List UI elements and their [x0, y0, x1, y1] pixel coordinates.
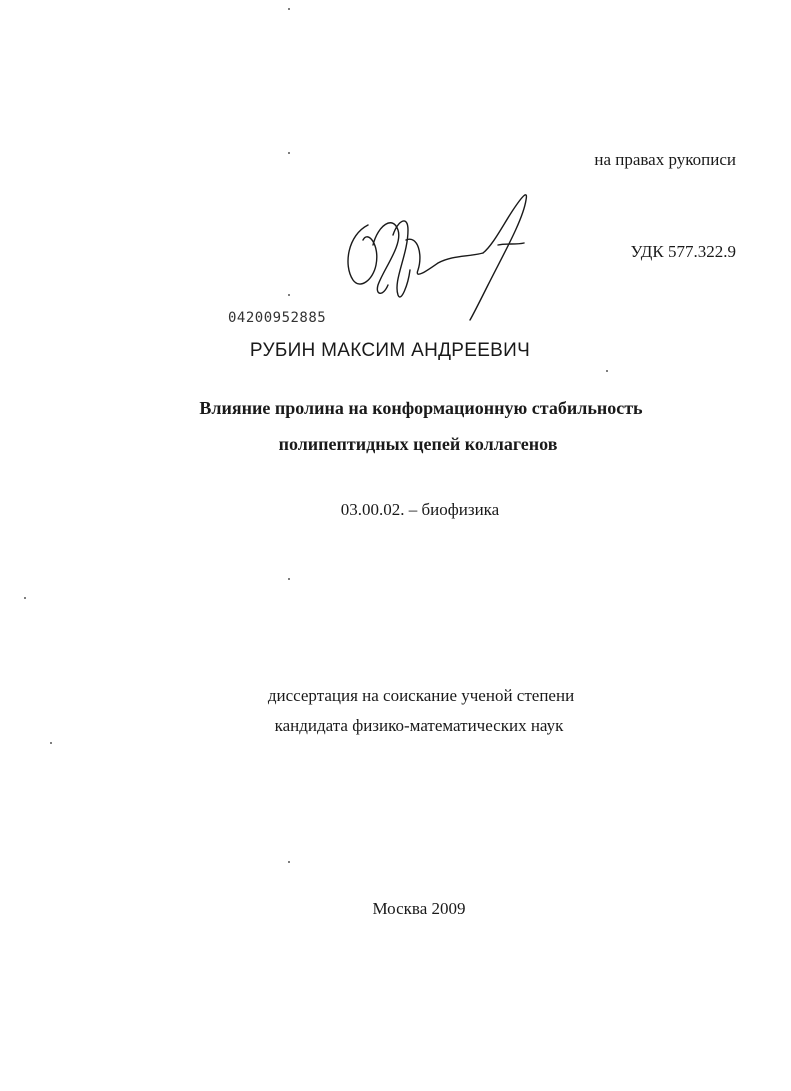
- degree-statement-line-2: кандидата физико-математических наук: [274, 716, 564, 735]
- scan-speck: [288, 152, 290, 154]
- thesis-title-line-2: полипептидных цепей коллагенов: [278, 434, 558, 454]
- handwritten-signature: [338, 185, 538, 325]
- city-and-year: Москва 2009: [372, 899, 466, 918]
- author-name: РУБИН МАКСИМ АНДРЕЕВИЧ: [249, 340, 531, 361]
- scan-speck: [288, 578, 290, 580]
- scan-speck: [288, 861, 290, 863]
- scan-speck: [606, 370, 608, 372]
- specialty-code: 03.00.02. – биофизика: [340, 500, 500, 519]
- scan-speck: [24, 597, 26, 599]
- archive-stamp-number: 04200952885: [228, 310, 327, 326]
- scan-speck: [288, 294, 290, 296]
- scan-speck: [50, 742, 52, 744]
- udk-code: УДК 577.322.9: [630, 242, 736, 261]
- manuscript-rights-note: на правах рукописи: [594, 150, 736, 169]
- scan-speck: [288, 8, 290, 10]
- thesis-title-line-1: Влияние пролина на конформационную стабильность: [199, 398, 643, 418]
- degree-statement-line-1: диссертация на соискание ученой степени: [267, 686, 575, 705]
